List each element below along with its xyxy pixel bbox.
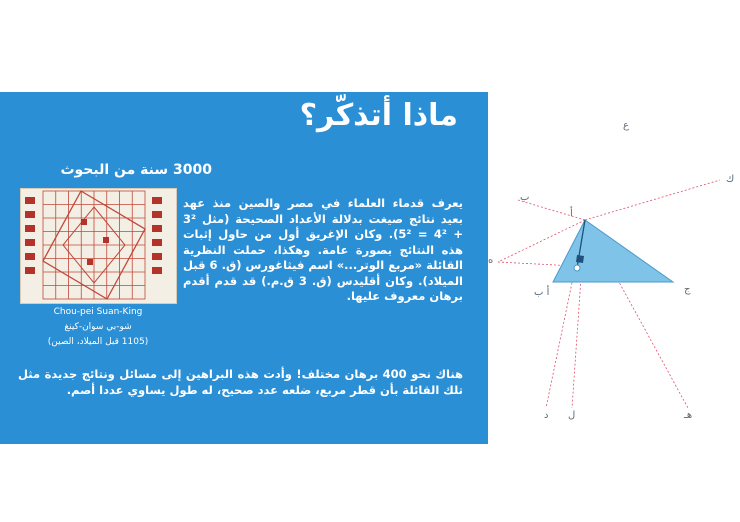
label-2: ك	[726, 174, 735, 185]
label-10: هـ	[684, 410, 693, 421]
figure-caption-arabic: شو-بي سوان-كينغ	[64, 322, 132, 332]
section-subtitle: 3000 سنة من البحوث	[60, 162, 212, 178]
label-6: أ ب	[534, 287, 550, 298]
label-1: ع	[623, 120, 629, 131]
page-title: ماذا أتذكّر؟	[299, 98, 458, 133]
label-3: ب	[520, 192, 530, 203]
label-9: ل	[568, 410, 576, 421]
label-5: ه	[488, 255, 494, 266]
content-panel	[0, 92, 488, 444]
figure-caption-date: (1105 قبل الميلاد، الصين)	[47, 337, 149, 347]
proofs-paragraph: هناك نحو 400 برهان مختلف! وأدت هذه البراهين إلى مسائل ونتائج جديدة مثل تلك القائلة بأن قطر مربع، ضلعه عدد صحيح، له طول يساوي عددا أصم.	[18, 367, 463, 397]
figure-caption-latin: Chou-pei Suan-King	[53, 307, 143, 317]
history-paragraph: يعرف قدماء العلماء في مصر والصين منذ عهد بعيد نتائج صيغت بدلالة الأعداد الصحيحة (مثل 3² + 4² = 5²). وكان الإغريق أول من حاول إثبات هذه النتائج بصورة عامة. وهكذا، حملت النظرية القائلة «مربع الوتر...» اسم فيثاغورس (ق. 6 قبل الميلاد). وكان أقليدس (ق. 3 ق.م.) قد قدم أقدم برهان معروف عليها.	[183, 196, 464, 303]
label-7: ج	[684, 284, 691, 295]
chou-pei-image	[21, 189, 176, 303]
label-4: أ	[570, 208, 573, 219]
chou-pei-figure	[20, 188, 177, 304]
pythagoras-diagram	[488, 92, 740, 444]
label-8: د	[544, 410, 549, 421]
triangle-construction	[488, 92, 740, 444]
